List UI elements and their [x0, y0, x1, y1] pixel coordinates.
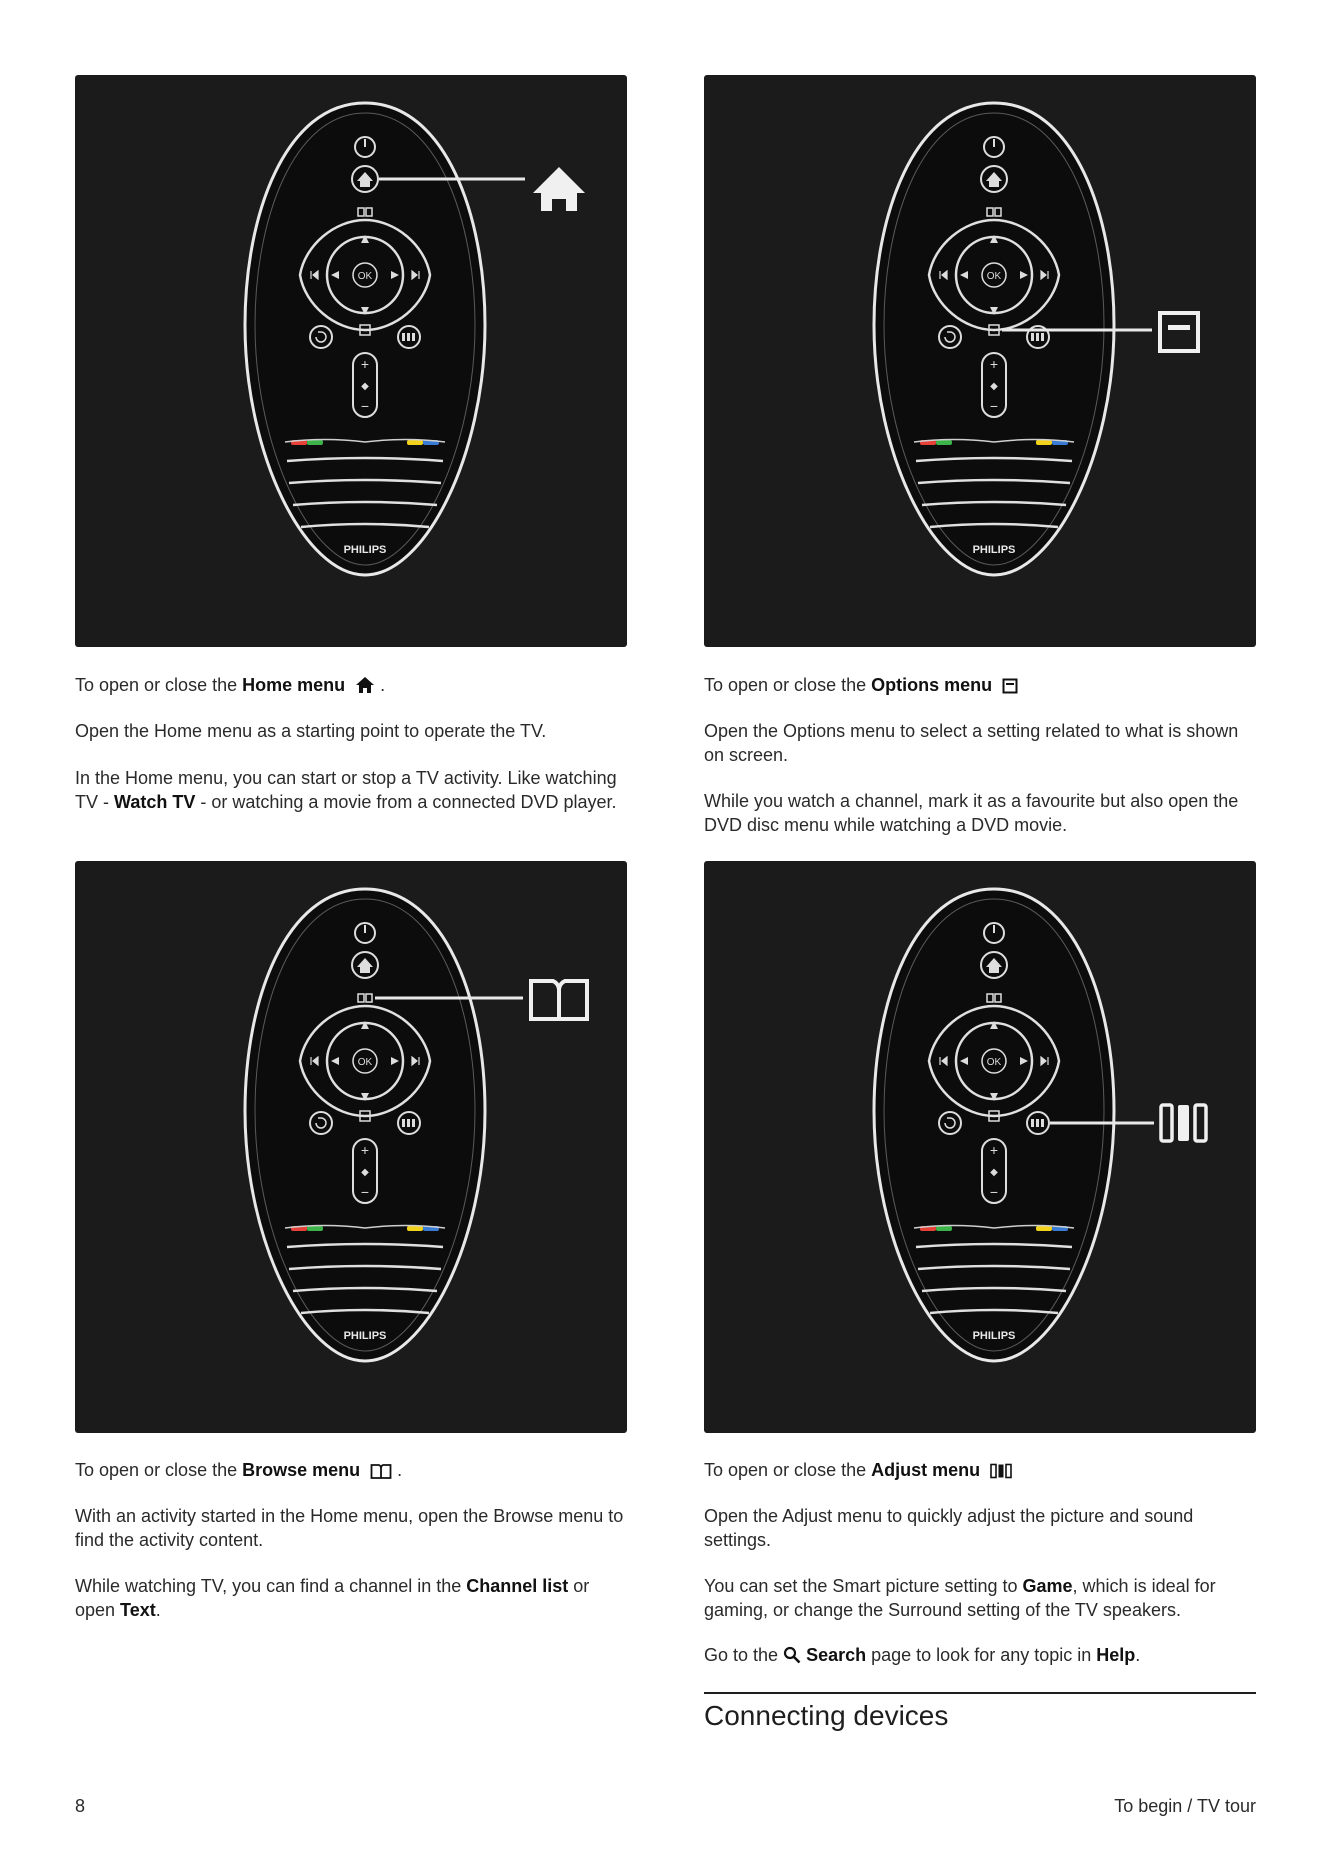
remote-illustration — [245, 103, 485, 575]
options-remote-figure — [704, 75, 1256, 647]
remote-illustration — [874, 103, 1114, 575]
book-icon — [531, 981, 587, 1019]
options-icon — [1002, 678, 1018, 694]
home-icon — [533, 167, 585, 211]
home-remote-figure — [75, 75, 627, 647]
adjust-remote-figure — [704, 861, 1256, 1433]
options-paragraph-1: Open the Options menu to select a setting related to what is shown on screen. — [704, 721, 1239, 765]
home-intro: To open or close the Home menu . — [75, 675, 386, 695]
options-intro: To open or close the Options menu — [704, 673, 1256, 697]
adjust-paragraph-1: Open the Adjust menu to quickly adjust the picture and sound settings. — [704, 1506, 1194, 1550]
search-link[interactable]: Search — [806, 1645, 867, 1665]
remote-illustration — [874, 889, 1114, 1361]
browse-intro: To open or close the Browse menu . — [75, 1460, 403, 1480]
section-title: Connecting devices — [704, 1700, 949, 1731]
book-icon — [370, 1463, 392, 1479]
adjust-intro: To open or close the Adjust menu — [704, 1458, 1256, 1482]
home-icon — [355, 676, 375, 694]
help-link[interactable]: Help — [1096, 1645, 1136, 1665]
breadcrumb: To begin / TV tour — [1114, 1796, 1256, 1816]
options-icon — [1160, 313, 1198, 351]
page-number: 8 — [75, 1796, 86, 1816]
options-paragraph-2: While you watch a channel, mark it as a favourite but also open the DVD disc menu while watching a DVD movie. — [704, 791, 1239, 835]
adjust-paragraph-3: Go to the Search page to look for any topic in Help. — [704, 1645, 1141, 1665]
home-paragraph-1: Open the Home menu as a starting point to operate the TV. — [75, 721, 547, 741]
adjust-paragraph-2: You can set the Smart picture setting to Game, which is ideal for gaming, or change the Surround setting of the TV speakers. — [704, 1576, 1216, 1620]
adjust-icon — [1161, 1105, 1206, 1141]
browse-paragraph-1: With an activity started in the Home menu, open the Browse menu to find the activity content. — [75, 1506, 624, 1550]
home-paragraph-2: In the Home menu, you can start or stop a TV activity. Like watching TV - Watch TV - or watching a movie from a connected DVD player. — [75, 768, 617, 812]
section-divider — [704, 1692, 1256, 1694]
remote-illustration — [245, 889, 485, 1361]
browse-paragraph-2: While watching TV, you can find a channel in the Channel list or open Text. — [75, 1576, 590, 1620]
browse-remote-figure — [75, 861, 627, 1433]
adjust-icon — [990, 1463, 1012, 1479]
search-icon — [783, 1646, 801, 1664]
